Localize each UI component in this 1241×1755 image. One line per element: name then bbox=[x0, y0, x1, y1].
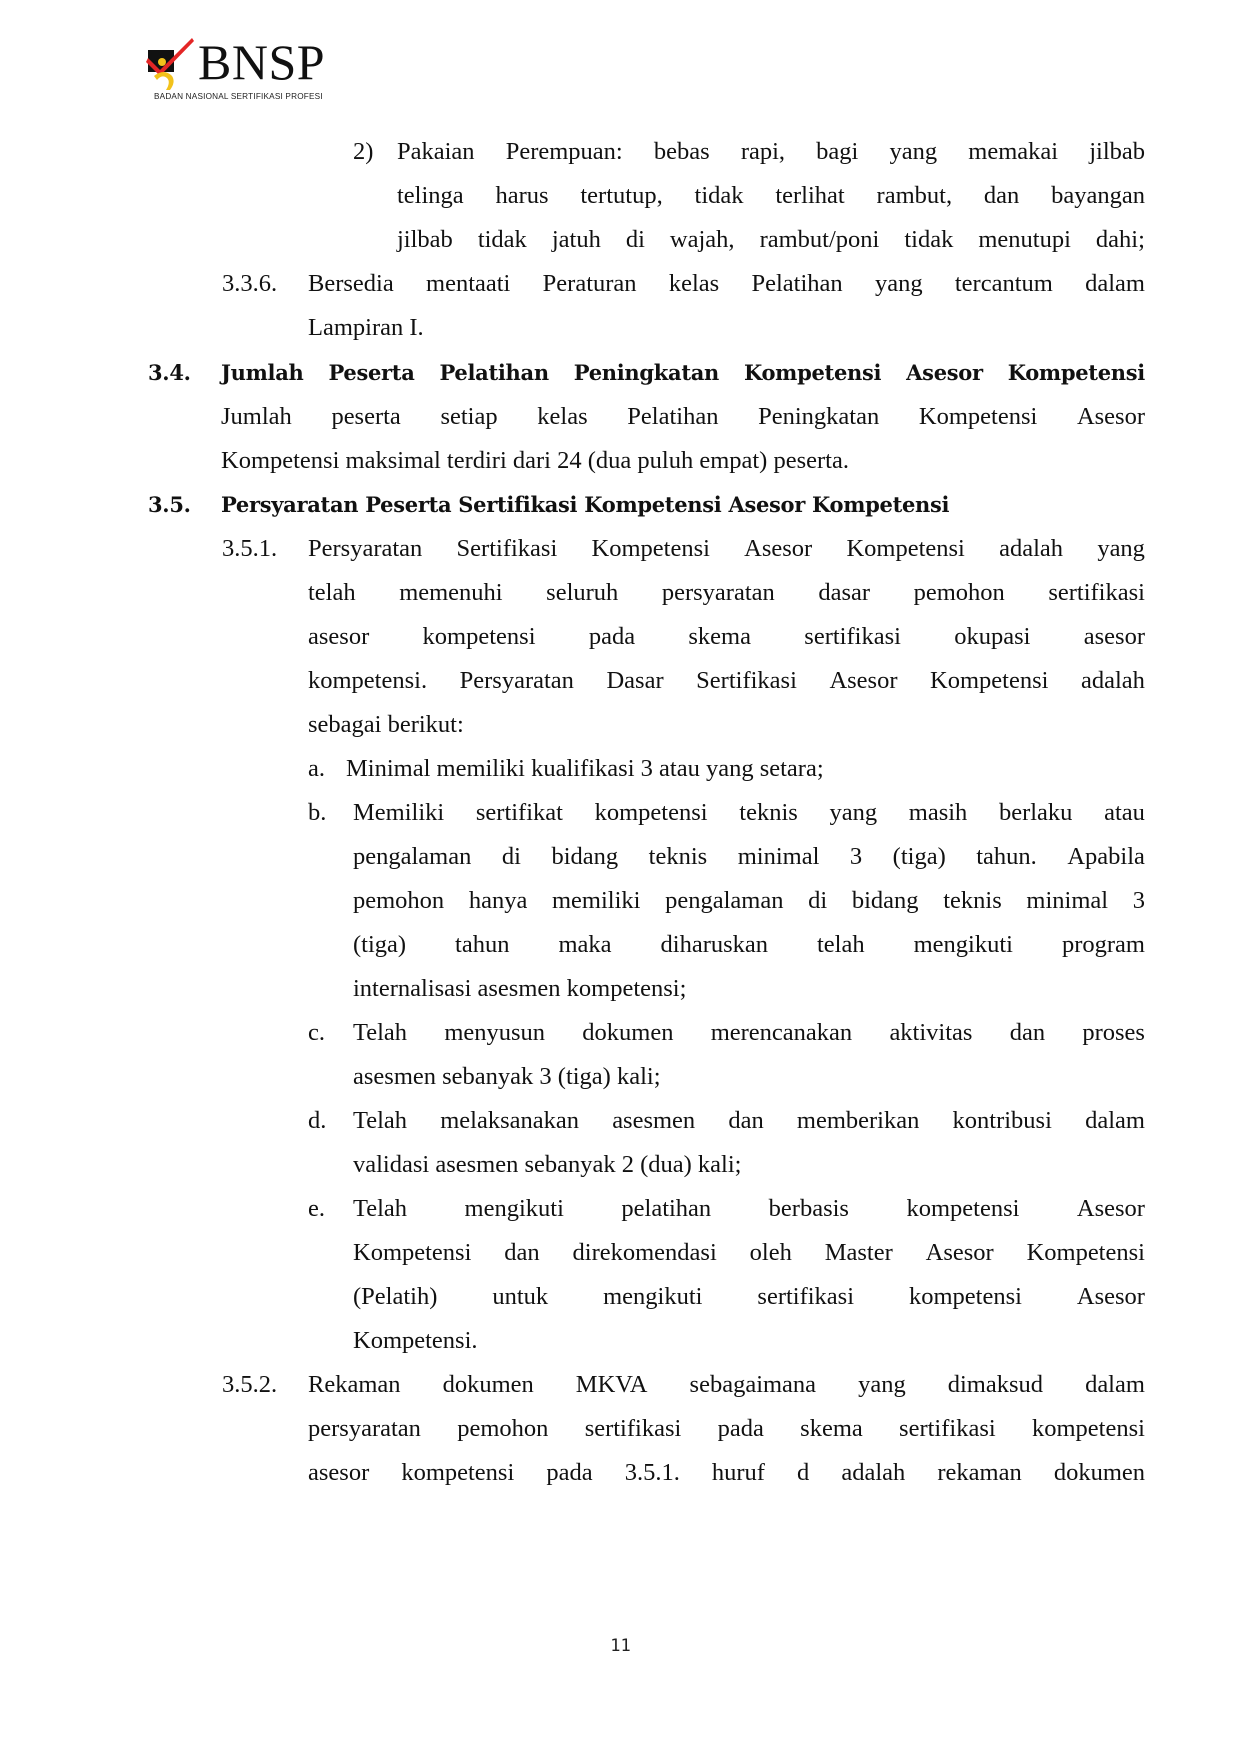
text-line: Telah menyusun dokumen merencanakan aktivitas dan proses bbox=[353, 1019, 1145, 1046]
text-line: telinga harus tertutup, tidak terlihat rambut, dan bayangan bbox=[397, 182, 1145, 209]
text-line: Telah melaksanakan asesmen dan memberikan kontribusi dalam bbox=[353, 1107, 1145, 1134]
text-line: asesor kompetensi pada skema sertifikasi okupasi asesor bbox=[308, 623, 1145, 650]
text-line: asesmen sebanyak 3 (tiga) kali; bbox=[353, 1063, 661, 1090]
text-line: (tiga) tahun maka diharuskan telah mengikuti program bbox=[353, 931, 1145, 958]
text-line: telah memenuhi seluruh persyaratan dasar pemohon sertifikasi bbox=[308, 579, 1145, 606]
text-line: Memiliki sertifikat kompetensi teknis yang masih berlaku atau bbox=[353, 799, 1145, 826]
logo-text: BNSP bbox=[198, 34, 326, 90]
section-number: 3.5. bbox=[148, 492, 191, 517]
section-number: 3.5.1. bbox=[222, 535, 278, 562]
text-line: validasi asesmen sebanyak 2 (dua) kali; bbox=[353, 1151, 742, 1178]
text-line: internalisasi asesmen kompetensi; bbox=[353, 975, 687, 1002]
section-number: 3.3.6. bbox=[222, 270, 278, 297]
text-line: Pakaian Perempuan: bebas rapi, bagi yang memakai jilbab bbox=[397, 138, 1145, 165]
text-line: Persyaratan Sertifikasi Kompetensi Asesor Kompetensi adalah yang bbox=[308, 535, 1145, 562]
text-line: Kompetensi dan direkomendasi oleh Master Asesor Kompetensi bbox=[353, 1239, 1145, 1266]
text-line: sebagai berikut: bbox=[308, 711, 464, 738]
bnsp-emblem-icon bbox=[146, 36, 196, 92]
text-line: Kompetensi maksimal terdiri dari 24 (dua puluh empat) peserta. bbox=[221, 447, 849, 474]
text-line: pengalaman di bidang teknis minimal 3 (tiga) tahun. Apabila bbox=[353, 843, 1145, 870]
text-line: pemohon hanya memiliki pengalaman di bidang teknis minimal 3 bbox=[353, 887, 1145, 914]
section-heading: Jumlah Peserta Pelatihan Peningkatan Kompetensi Asesor Kompetensi bbox=[221, 360, 1145, 385]
page-number: 11 bbox=[610, 1636, 631, 1656]
item-number: 2) bbox=[353, 138, 374, 165]
list-letter: c. bbox=[308, 1019, 325, 1046]
list-letter: a. bbox=[308, 755, 325, 782]
section-number: 3.5.2. bbox=[222, 1371, 278, 1398]
text-line: persyaratan pemohon sertifikasi pada skema sertifikasi kompetensi bbox=[308, 1415, 1145, 1442]
text-line: Minimal memiliki kualifikasi 3 atau yang setara; bbox=[346, 755, 824, 782]
text-line: (Pelatih) untuk mengikuti sertifikasi kompetensi Asesor bbox=[353, 1283, 1145, 1310]
list-letter: b. bbox=[308, 799, 327, 826]
text-line: Telah mengikuti pelatihan berbasis kompetensi Asesor bbox=[353, 1195, 1145, 1222]
section-heading: Persyaratan Peserta Sertifikasi Kompetensi Asesor Kompetensi bbox=[221, 492, 950, 517]
text-line: kompetensi. Persyaratan Dasar Sertifikasi Asesor Kompetensi adalah bbox=[308, 667, 1145, 694]
list-letter: d. bbox=[308, 1107, 327, 1134]
text-line: Bersedia mentaati Peraturan kelas Pelatihan yang tercantum dalam bbox=[308, 270, 1145, 297]
bnsp-logo bbox=[146, 34, 336, 104]
text-line: Jumlah peserta setiap kelas Pelatihan Peningkatan Kompetensi Asesor bbox=[221, 403, 1145, 430]
list-letter: e. bbox=[308, 1195, 325, 1222]
text-line: Kompetensi. bbox=[353, 1327, 478, 1354]
section-number: 3.4. bbox=[148, 360, 191, 385]
text-line: asesor kompetensi pada 3.5.1. huruf d adalah rekaman dokumen bbox=[308, 1459, 1145, 1486]
text-line: Rekaman dokumen MKVA sebagaimana yang dimaksud dalam bbox=[308, 1371, 1145, 1398]
text-line: jilbab tidak jatuh di wajah, rambut/poni tidak menutupi dahi; bbox=[397, 226, 1145, 253]
logo-subtitle: BADAN NASIONAL SERTIFIKASI PROFESI bbox=[154, 92, 323, 101]
text-line: Lampiran I. bbox=[308, 314, 424, 341]
